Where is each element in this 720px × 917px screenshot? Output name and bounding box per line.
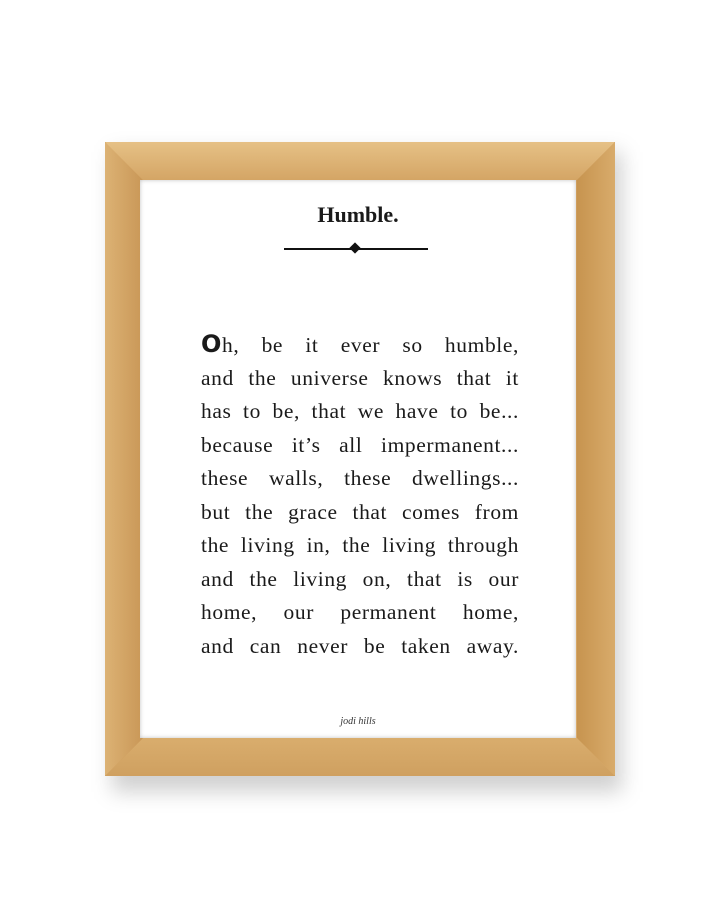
frame-left-rail: [105, 142, 143, 776]
poem-line: and can never be taken away.: [201, 633, 519, 658]
ornamental-divider: [284, 244, 428, 254]
poem-line: the living in, the living through: [201, 533, 519, 557]
poem-line: and the universe knows that it: [201, 365, 519, 390]
poem-line: [201, 328, 519, 362]
art-print: [140, 180, 576, 738]
poem-line: but the grace that comes from: [201, 499, 519, 524]
poem-line: and the living on, that is our: [201, 566, 519, 591]
poem-text: [201, 328, 519, 663]
drop-cap: O: [201, 330, 223, 358]
diamond-icon: [349, 242, 360, 253]
poem-line: because it’s all impermanent...: [201, 432, 519, 457]
artist-signature: jodi hills: [340, 716, 376, 727]
frame-right-rail: [577, 142, 615, 776]
print-title: Humble.: [317, 202, 399, 227]
poem-line: these walls, these dwellings...: [201, 466, 519, 490]
frame-top-rail: [105, 142, 615, 180]
frame-bottom-rail: [105, 738, 615, 776]
poem-line: home, our permanent home,: [201, 600, 519, 624]
poem-line-text: h, be it ever so humble,: [222, 333, 519, 357]
poem-line: has to be, that we have to be...: [201, 399, 519, 423]
